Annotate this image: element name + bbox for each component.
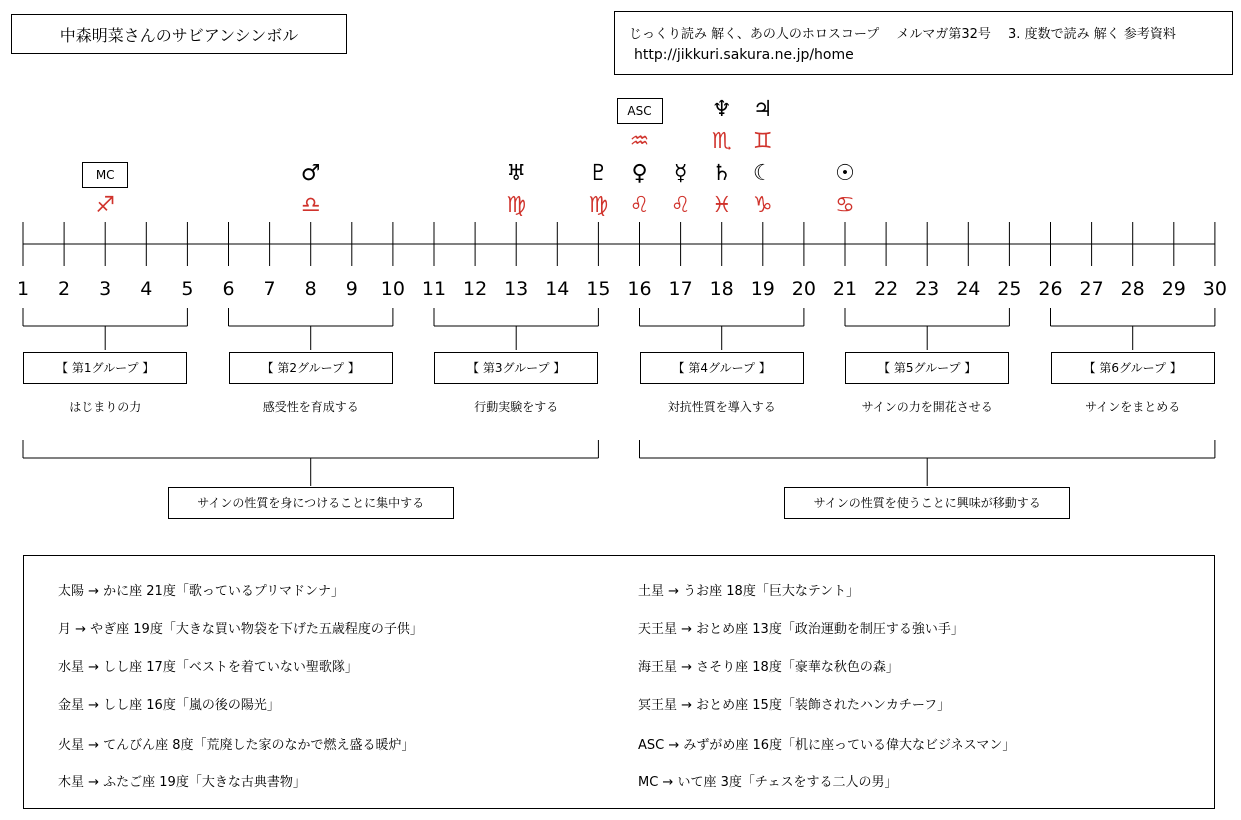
symbol-entry: 天王星 → おとめ座 13度「政治運動を制圧する強い手」 xyxy=(638,622,964,637)
symbol-entry: 太陽 → かに座 21度「歌っているプリマドンナ」 xyxy=(58,584,345,599)
group-description: サインの力を開花させる xyxy=(861,400,993,414)
degree-number: 6 xyxy=(222,278,235,300)
asc-label: ASC xyxy=(617,98,663,124)
degree-number: 10 xyxy=(380,278,405,300)
degree-number: 3 xyxy=(99,278,112,300)
leo-icon: ♌ xyxy=(670,193,691,218)
capricorn-icon: ♑ xyxy=(752,193,773,218)
group-label: 【 第6グループ 】 xyxy=(1051,352,1215,384)
degree-number: 20 xyxy=(791,278,816,300)
venus-icon: ♀ xyxy=(631,161,648,186)
degree-number: 5 xyxy=(181,278,194,300)
degree-number: 17 xyxy=(668,278,693,300)
degree-number: 2 xyxy=(58,278,71,300)
symbol-entry: 月 → やぎ座 19度「大きな買い物袋を下げた五歳程度の子供」 xyxy=(58,622,423,637)
degree-number: 26 xyxy=(1038,278,1063,300)
degree-number: 16 xyxy=(627,278,652,300)
group-description: サインをまとめる xyxy=(1085,400,1181,414)
sagittarius-icon: ♐ xyxy=(95,193,116,218)
degree-number: 1 xyxy=(16,278,30,300)
half-label: サインの性質を身につけることに集中する xyxy=(168,487,454,519)
page-title: 中森明菜さんのサビアンシンボル xyxy=(11,14,347,54)
symbol-entry: 冥王星 → おとめ座 15度「装飾されたハンカチーフ」 xyxy=(638,698,951,713)
jupiter-icon: ♃ xyxy=(752,97,773,122)
group-label: 【 第2グループ 】 xyxy=(229,352,393,384)
group-label: 【 第5グループ 】 xyxy=(845,352,1009,384)
symbol-entry: 金星 → しし座 16度「嵐の後の陽光」 xyxy=(58,698,280,713)
degree-number: 25 xyxy=(997,278,1022,300)
pluto-icon: ♇ xyxy=(588,161,609,186)
degree-number: 28 xyxy=(1120,278,1145,300)
virgo-icon: ♍ xyxy=(506,193,527,218)
mars-icon: ♂ xyxy=(300,161,321,186)
aquarius-icon: ♒ xyxy=(629,129,650,154)
symbol-entry: ASC → みずがめ座 16度「机に座っている偉大なビジネスマン」 xyxy=(638,738,1016,753)
source-url[interactable]: http://jikkuri.sakura.ne.jp/home xyxy=(634,47,854,63)
saturn-icon: ♄ xyxy=(711,161,732,186)
moon-icon: ☾ xyxy=(752,161,773,186)
degree-number: 24 xyxy=(956,278,981,300)
degree-number: 8 xyxy=(304,278,317,300)
degree-number: 19 xyxy=(750,278,775,300)
group-description: 行動実験をする xyxy=(474,400,559,414)
virgo-icon: ♍ xyxy=(588,193,609,218)
degree-number: 9 xyxy=(345,278,358,300)
degree-number: 11 xyxy=(421,278,447,300)
leo-icon: ♌ xyxy=(629,193,650,218)
degree-number: 4 xyxy=(140,278,153,300)
degree-number: 29 xyxy=(1161,278,1186,300)
mercury-icon: ☿ xyxy=(673,161,688,186)
degree-number: 27 xyxy=(1079,278,1104,300)
mc-label: MC xyxy=(82,162,128,188)
group-description: 対抗性質を導入する xyxy=(667,400,776,414)
group-label: 【 第4グループ 】 xyxy=(640,352,804,384)
symbol-entry: 木星 → ふたご座 19度「大きな古典書物」 xyxy=(58,775,306,790)
scorpio-icon: ♏ xyxy=(711,129,732,154)
cancer-icon: ♋ xyxy=(835,193,855,218)
symbol-entry: MC → いて座 3度「チェスをする二人の男」 xyxy=(638,775,898,790)
degree-number: 14 xyxy=(545,278,570,300)
degree-number: 18 xyxy=(709,278,734,300)
gemini-icon: ♊ xyxy=(752,129,773,154)
group-description: はじまりの力 xyxy=(69,400,142,414)
degree-number: 30 xyxy=(1202,278,1227,300)
degree-number: 12 xyxy=(463,278,488,300)
sabian-symbol-list xyxy=(23,555,1215,809)
group-description: 感受性を育成する xyxy=(262,400,359,414)
degree-number: 13 xyxy=(504,278,529,300)
degree-number: 7 xyxy=(263,278,276,300)
symbol-entry: 水星 → しし座 17度「ベストを着ていない聖歌隊」 xyxy=(58,660,358,675)
symbol-entry: 海王星 → さそり座 18度「豪華な秋色の森」 xyxy=(638,660,899,675)
uranus-icon: ♅ xyxy=(506,161,527,186)
neptune-icon: ♆ xyxy=(711,97,732,122)
libra-icon: ♎ xyxy=(300,193,321,218)
half-label: サインの性質を使うことに興味が移動する xyxy=(784,487,1070,519)
pisces-icon: ♓ xyxy=(711,193,732,218)
degree-number: 21 xyxy=(832,278,858,300)
degree-number: 22 xyxy=(874,278,899,300)
symbol-entry: 火星 → てんびん座 8度「荒廃した家のなかで燃え盛る暖炉」 xyxy=(58,738,415,753)
group-label: 【 第1グループ 】 xyxy=(23,352,187,384)
group-label: 【 第3グループ 】 xyxy=(434,352,598,384)
degree-number: 23 xyxy=(915,278,940,300)
sun-icon: ☉ xyxy=(835,161,855,186)
degree-number: 15 xyxy=(586,278,611,300)
source-description: じっくり読み 解く、あの人のホロスコープ メルマガ第32号 3. 度数で読み 解く 参考資料 xyxy=(629,27,1176,42)
symbol-entry: 土星 → うお座 18度「巨大なテント」 xyxy=(638,584,860,599)
